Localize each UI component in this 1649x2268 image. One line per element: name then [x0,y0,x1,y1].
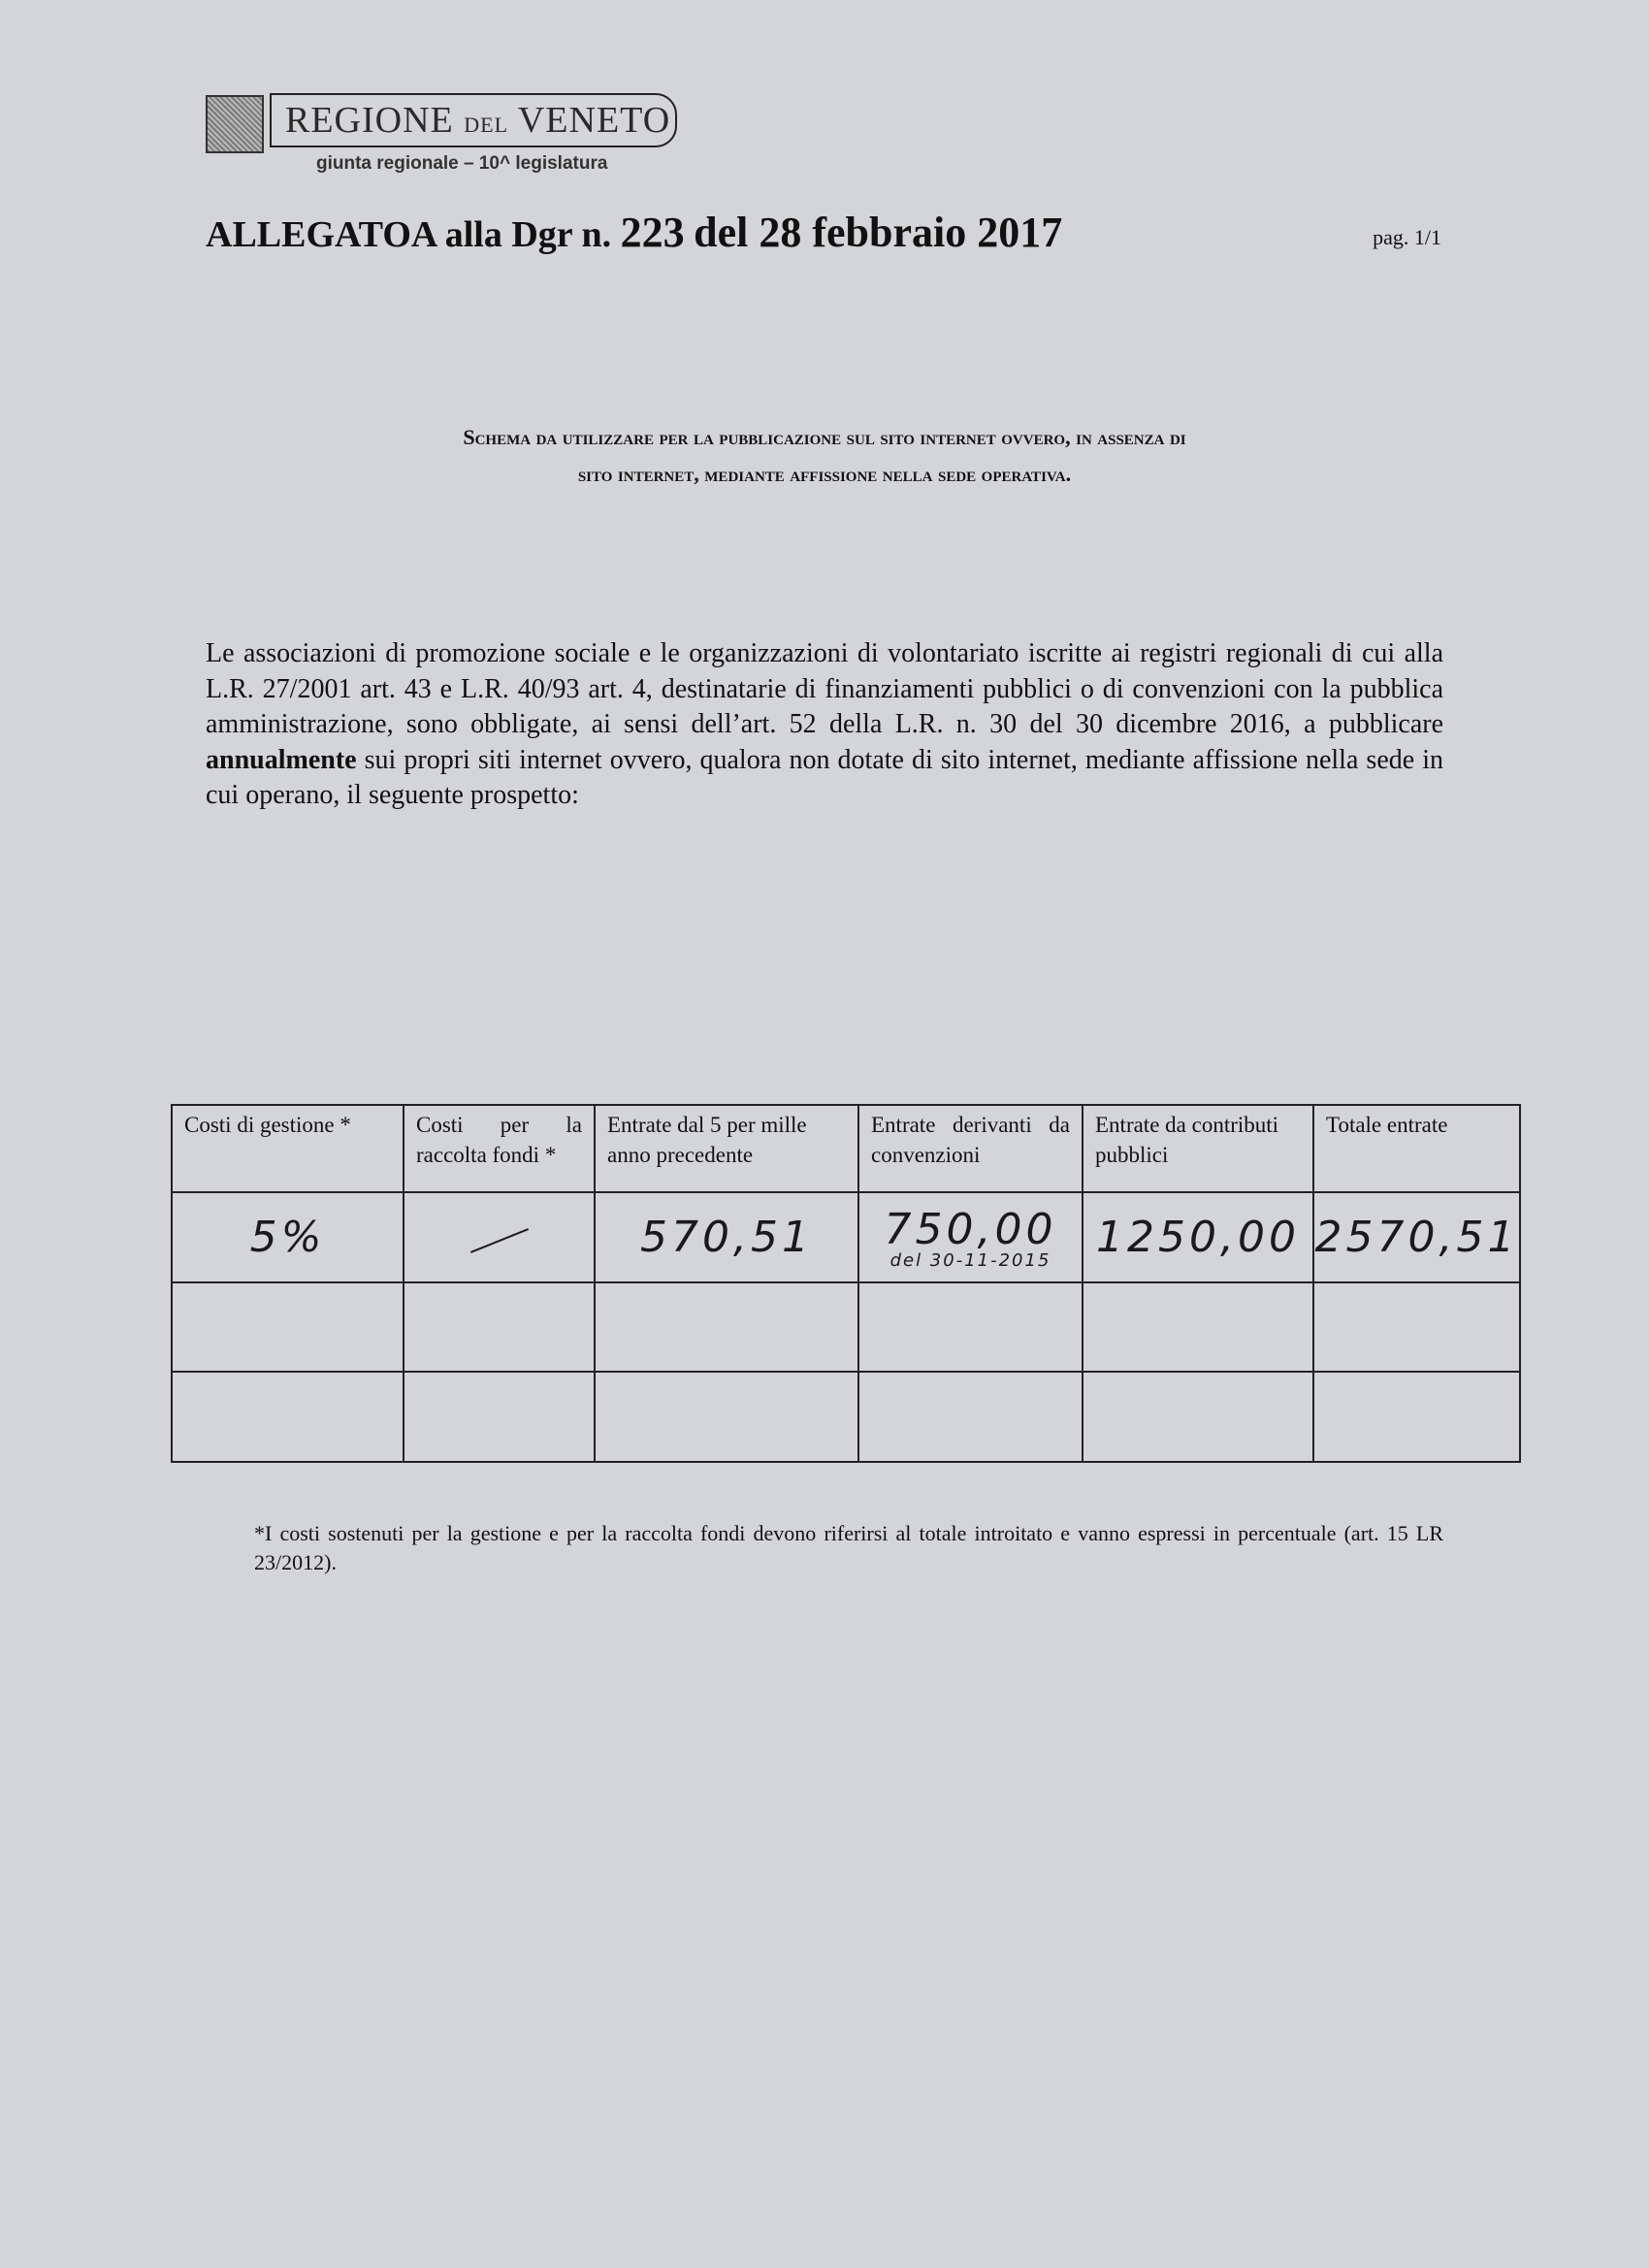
dgr-date: del 28 febbraio 2017 [694,209,1063,256]
page-number: pag. 1/1 [1373,225,1441,249]
logo-title-end: VENETO [517,100,671,141]
handwritten-entrate-convenzioni: 750,00 [884,1204,1057,1254]
handwritten-convenzioni-note: del 30-11-2015 [889,1249,1051,1271]
table-header-row [172,1105,1520,1192]
logo-title [285,99,670,142]
schema-title [223,419,1426,493]
table-cell [172,1372,404,1462]
handwritten-entrate-5-per-mille: 570,51 [640,1213,813,1263]
schema-title-line1: Schema da utilizzare per la pubblicazione sul sito internet ovvero, in assenza di [463,425,1186,449]
table-row [172,1192,1520,1282]
body-text-bold: annualmente [206,744,357,775]
cell-entrate-convenzioni [858,1192,1083,1282]
handwritten-contributi-pubblici: 1250,00 [1096,1213,1300,1263]
cell-costi-raccolta-fondi [404,1192,595,1282]
table-cell [1313,1282,1520,1373]
logo-subtitle: giunta regionale – 10^ legislatura [316,153,608,174]
table-cell [404,1282,595,1373]
handwritten-costi-gestione: 5% [249,1213,326,1263]
dgr-number: 223 [620,209,685,256]
prospetto-table [171,1104,1521,1463]
cell-entrate-contributi [1083,1192,1313,1282]
header-entrate-5-per-mille: Entrate dal 5 per mille anno precedente [595,1105,858,1192]
header-entrate-convenzioni: Entrate derivanti da convenzioni [858,1105,1083,1192]
logo-title-main: REGIONE [285,100,454,141]
table-cell [595,1372,858,1462]
handwritten-totale-entrate: 2570,51 [1314,1213,1519,1263]
table-cell [172,1282,404,1373]
table-cell [858,1282,1083,1373]
table-cell [858,1372,1083,1462]
handwritten-dash-mark [469,1228,528,1253]
table-cell [1313,1372,1520,1462]
regione-veneto-emblem-icon [206,95,264,153]
table-cell [404,1372,595,1462]
table-row [172,1282,1520,1373]
body-text-start: Le associazioni di promozione sociale e le organizzazioni di volontariato iscritte ai registri regionali di cui alla L.R. 27/2001 art. 43 e L.R. 40/93 art. 4, destinatarie di finanziamenti pubblici o di convenzioni con la pubblica amministrazione, sono obbligate, ai sensi dell’art. 52 della L.R. n. 30 del 30 dicembre 2016, a pubblicare [206,638,1443,739]
table-cell [1083,1282,1313,1373]
allegato-header [206,208,1062,257]
allegato-prefix: ALLEGATOA alla Dgr n. [206,214,612,255]
header-costi-gestione: Costi di gestione * [172,1105,404,1192]
table-cell [1083,1372,1313,1462]
footnote: *I costi sostenuti per la gestione e per la raccolta fondi devono riferirsi al totale introitato e vanno espressi in percentuale (art. 15 LR 23/2012). [254,1521,1443,1574]
header-totale-entrate: Totale entrate [1313,1105,1520,1192]
cell-entrate-5-per-mille [595,1192,858,1282]
body-text-end: sui propri siti internet ovvero, qualora non dotate di sito internet, mediante affissione nella sede in cui operano, il seguente prospetto: [206,744,1444,810]
table-row [172,1372,1520,1462]
header-costi-raccolta-fondi: Costi per la raccolta fondi * [404,1105,595,1192]
table-cell [595,1282,858,1373]
cell-costi-gestione [172,1192,404,1282]
logo-title-small: DEL [464,113,509,137]
cell-totale-entrate [1313,1192,1520,1282]
regione-veneto-logo [206,93,681,178]
header-entrate-contributi: Entrate da contributi pubblici [1083,1105,1313,1192]
schema-title-line2: sito internet, mediante affissione nella sede operativa. [577,462,1072,486]
body-paragraph [206,636,1443,814]
